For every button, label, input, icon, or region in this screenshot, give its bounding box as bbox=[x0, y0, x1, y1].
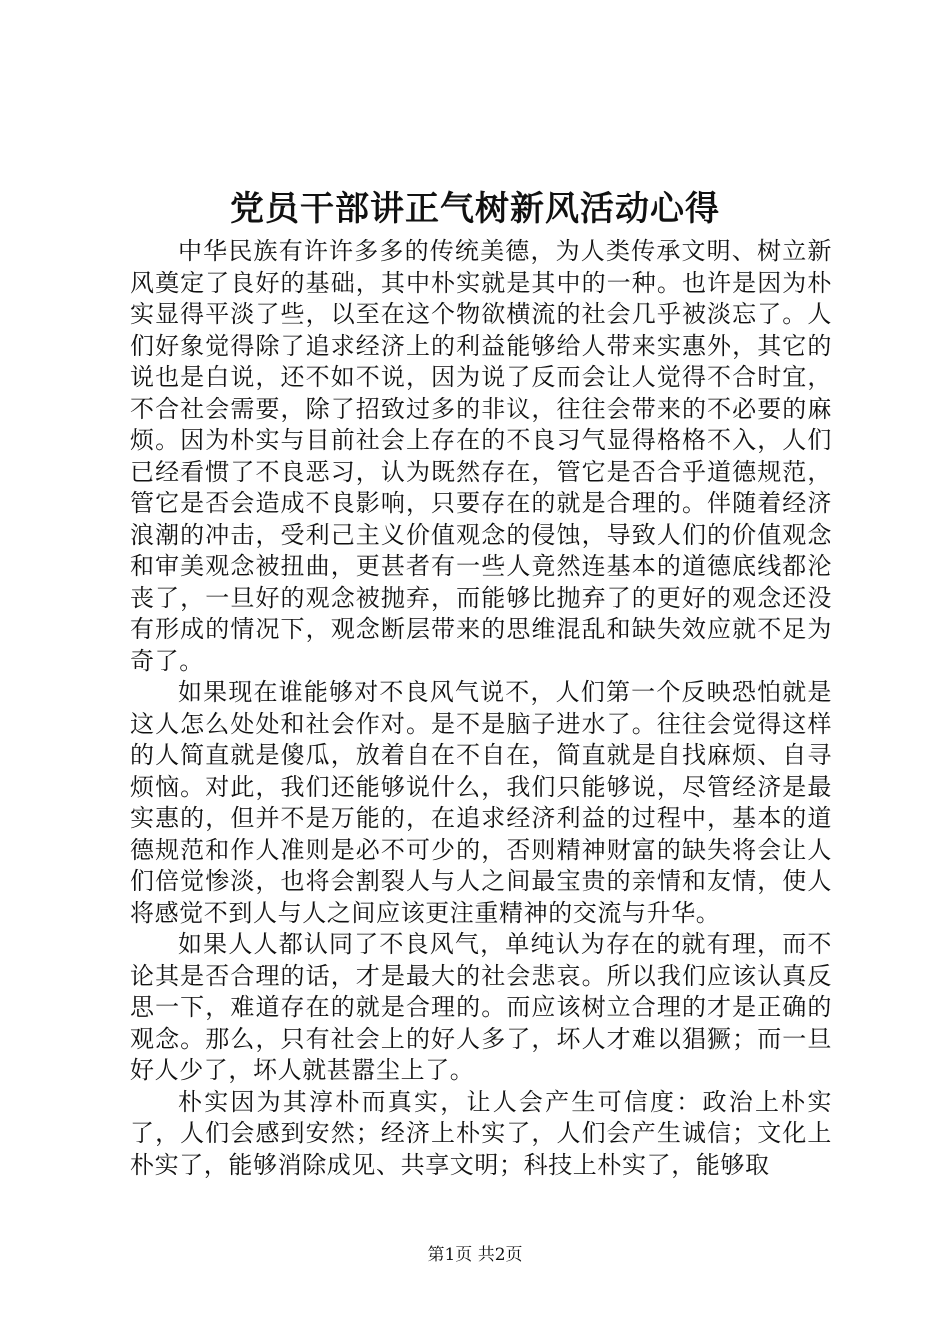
document-title: 党员干部讲正气树新风活动心得 bbox=[230, 189, 720, 229]
document-body bbox=[130, 236, 832, 1181]
paragraph: 中华民族有许许多多的传统美德，为人类传承文明、树立新风奠定了良好的基础，其中朴实就是其中的一种。也许是因为朴实显得平淡了些，以至在这个物欲横流的社会几乎被淡忘了。人们好象觉得除了追求经济上的利益能够给人带来实惠外，其它的说也是白说，还不如不说，因为说了反而会让人觉得不合时宜，不合社会需要，除了招致过多的非议，往往会带来的不必要的麻烦。因为朴实与目前社会上存在的不良习气显得格格不入，人们已经看惯了不良恶习，认为既然存在，管它是否合乎道德规范，管它是否会造成不良影响，只要存在的就是合理的。伴随着经济浪潮的冲击，受利己主义价值观念的侵蚀，导致人们的价值观念和审美观念被扭曲，更甚者有一些人竟然连基本的道德底线都沦丧了，一旦好的观念被抛弃，而能够比抛弃了的更好的观念还没有形成的情况下，观念断层带来的思维混乱和缺失效应就不足为奇了。 bbox=[130, 237, 832, 675]
paragraph: 如果人人都认同了不良风气，单纯认为存在的就有理，而不论其是否合理的话，才是最大的社会悲哀。所以我们应该认真反思一下，难道存在的就是合理的。而应该树立合理的才是正确的观念。那么，只有社会上的好人多了，坏人才难以猖獗；而一旦好人少了，坏人就甚嚣尘上了。 bbox=[130, 930, 832, 1084]
paragraph: 朴实因为其淳朴而真实，让人会产生可信度：政治上朴实了，人们会感到安然；经济上朴实了，人们会产生诚信；文化上朴实了，能够消除成见、共享文明；科技上朴实了，能够取 bbox=[130, 1087, 832, 1179]
page-number-footer: 第1页 共2页 bbox=[427, 1245, 523, 1265]
paragraph: 如果现在谁能够对不良风气说不，人们第一个反映恐怕就是这人怎么处处和社会作对。是不是脑子进水了。往往会觉得这样的人简直就是傻瓜，放着自在不自在，简直就是自找麻烦、自寻烦恼。对此，我们还能够说什么，我们只能够说，尽管经济是最实惠的，但并不是万能的，在追求经济利益的过程中，基本的道德规范和作人准则是必不可少的，否则精神财富的缺失将会让人们倍觉惨淡，也将会割裂人与人之间最宝贵的亲情和友情，使人将感觉不到人与人之间应该更注重精神的交流与升华。 bbox=[130, 678, 832, 927]
